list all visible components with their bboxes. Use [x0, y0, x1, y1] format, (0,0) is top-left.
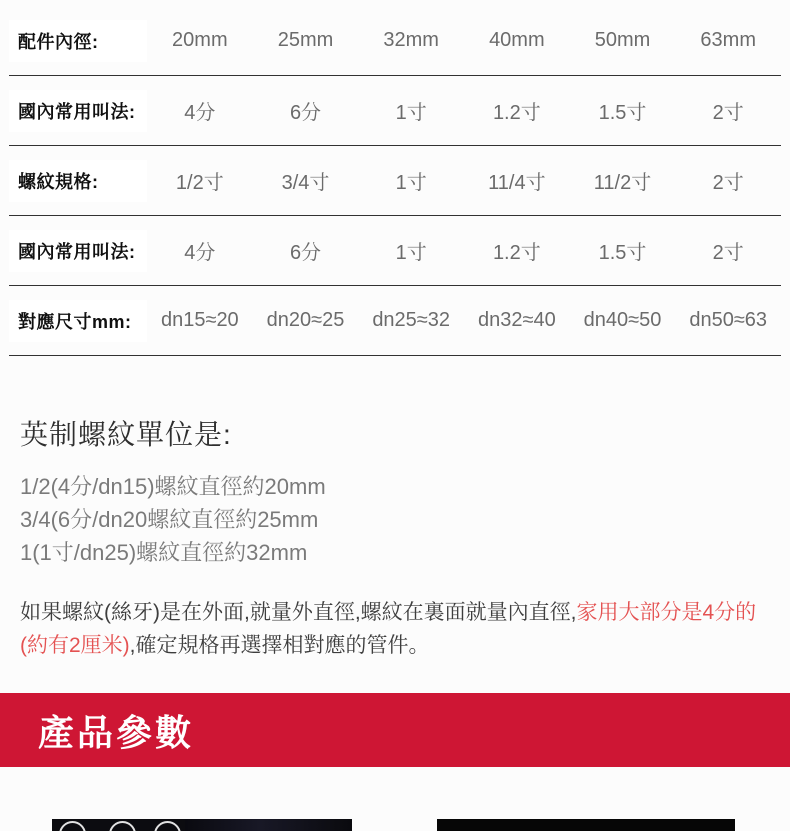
spec-value: 1.5寸	[598, 242, 647, 264]
spec-value: dn20≈25	[266, 309, 345, 331]
fitting-circle-icon	[154, 821, 181, 831]
spec-value: 11/4寸	[488, 172, 546, 194]
measure-note	[20, 596, 770, 662]
spec-value: 4分	[184, 102, 216, 124]
spec-value: 2寸	[712, 102, 744, 124]
inch-thread-heading: 英制螺紋單位是:	[20, 419, 232, 450]
product-params-banner	[0, 693, 790, 767]
spec-value: 6分	[289, 242, 322, 264]
product-photos	[52, 819, 790, 831]
spec-value: dn25≈32	[372, 309, 451, 331]
spec-value: 6分	[289, 102, 322, 124]
spec-value: 63mm	[700, 29, 756, 51]
spec-row-thread-spec	[9, 146, 781, 216]
spec-value: 1.2寸	[492, 102, 541, 124]
spec-table	[9, 6, 781, 356]
inch-thread-line: 1/2(4分/dn15)螺紋直徑約20mm	[20, 474, 326, 499]
spec-value: 40mm	[489, 29, 545, 51]
spec-value: 1寸	[395, 102, 427, 124]
spec-value: 20mm	[172, 29, 228, 51]
photo-shade	[185, 819, 352, 831]
pipe-fittings-photo	[52, 819, 352, 831]
inch-thread-line: 3/4(6分/dn20螺紋直徑約25mm	[20, 507, 319, 532]
spec-value: dn15≈20	[160, 309, 239, 331]
spec-value: 1寸	[395, 172, 427, 194]
spec-value: dn32≈40	[477, 309, 556, 331]
spec-value: 4分	[184, 242, 216, 264]
spec-value: dn40≈50	[583, 309, 662, 331]
fitting-circle-icon	[59, 821, 86, 831]
spec-value: 1.5寸	[598, 102, 647, 124]
spec-value: 2寸	[712, 242, 744, 264]
inch-thread-lines	[20, 470, 790, 569]
product-photo-dark	[437, 819, 735, 831]
measure-note-text: 如果螺紋(絲牙)是在外面,就量外直徑,螺紋在裏面就量內直徑,	[20, 601, 577, 624]
spec-value: dn50≈63	[689, 309, 768, 331]
product-params-title: 產品參數	[38, 711, 195, 753]
spec-value: 11/2寸	[593, 172, 652, 194]
spec-value: 3/4寸	[281, 172, 330, 194]
spec-row-label: 對應尺寸mm:	[9, 300, 147, 342]
spec-value: 50mm	[594, 29, 651, 51]
measure-note-text: ,確定規格再選擇相對應的管件。	[129, 634, 430, 657]
spec-value: 1.2寸	[492, 242, 541, 264]
spec-row-values	[147, 309, 781, 332]
spec-row-common-name-2	[9, 216, 781, 286]
spec-value: 25mm	[277, 29, 334, 51]
spec-row-dn-size	[9, 286, 781, 356]
spec-value: 2寸	[712, 172, 744, 194]
spec-row-label: 國內常用叫法:	[9, 230, 147, 272]
inch-thread-line: 1(1寸/dn25)螺紋直徑約32mm	[20, 540, 308, 565]
spec-row-values	[147, 96, 781, 125]
measure-note-highlight: 家用大部分是4分的(約有2厘米)	[20, 601, 757, 657]
spec-value: 1/2寸	[175, 172, 224, 194]
spec-row-values	[147, 236, 781, 265]
spec-row-values	[147, 166, 781, 195]
spec-row-label: 配件內徑:	[9, 20, 147, 62]
fitting-circle-icon	[109, 821, 136, 831]
spec-row-label: 螺紋規格:	[9, 160, 147, 202]
spec-value: 1寸	[395, 242, 427, 264]
spec-row-values	[147, 29, 781, 52]
spec-row-label: 國內常用叫法:	[9, 90, 147, 132]
spec-row-fitting-inner-diameter	[9, 6, 781, 76]
spec-row-common-name-1	[9, 76, 781, 146]
spec-value: 32mm	[383, 29, 439, 51]
